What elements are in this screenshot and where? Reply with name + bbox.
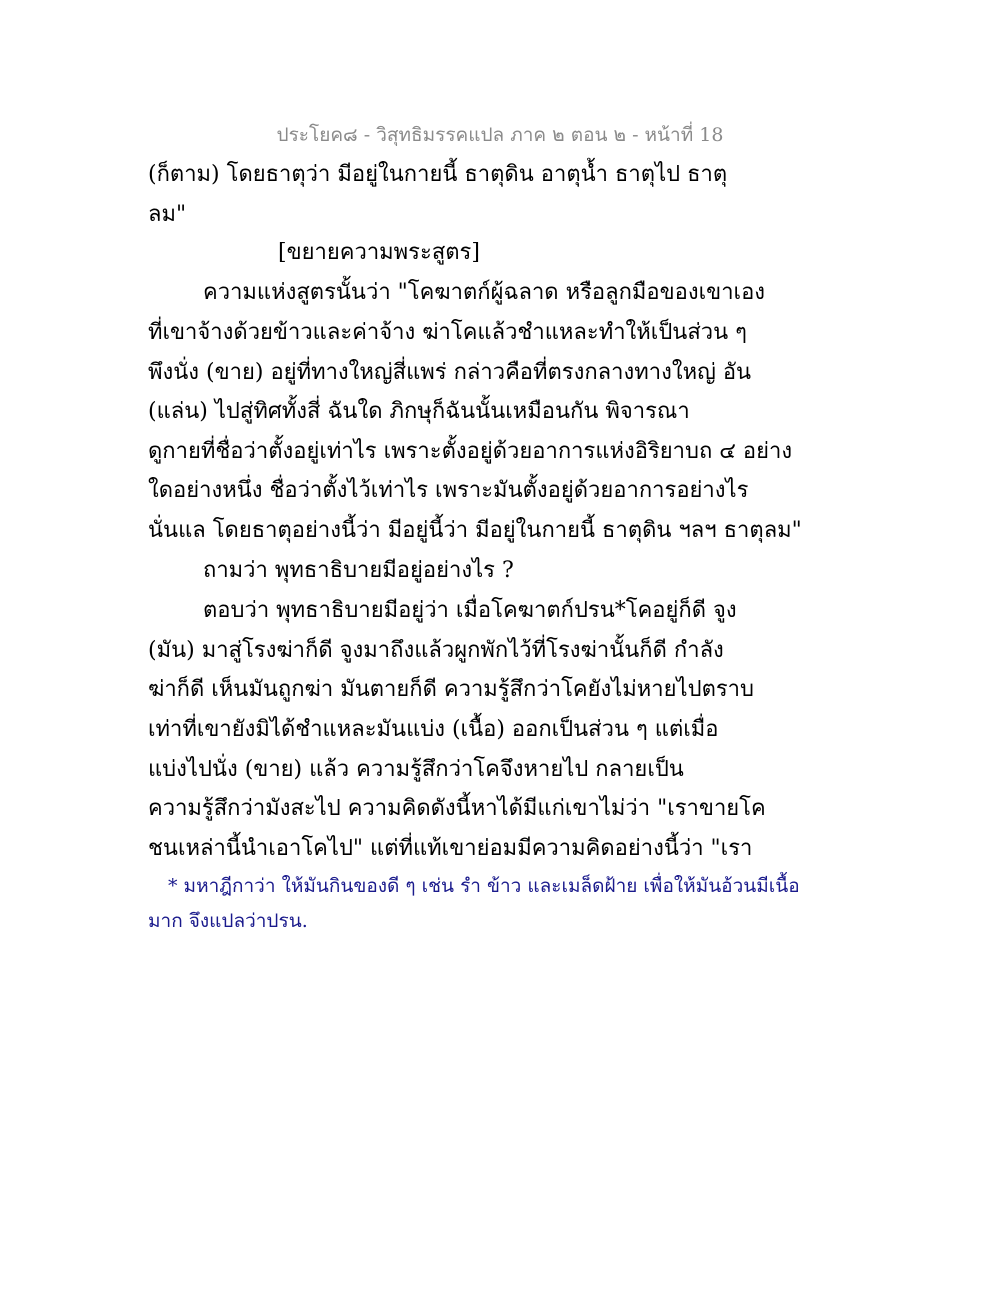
body-line: ชนเหล่านี้นำเอาโคไป" แต่ที่แท้เขาย่อมมีความคิดอย่างนี้ว่า "เรา: [148, 836, 753, 861]
body-line: ลม": [148, 202, 187, 227]
page-header: ประโยค๘ - วิสุทธิมรรคแปล ภาค ๒ ตอน ๒ - หน้าที่ 18: [276, 124, 724, 146]
body-line: เท่าที่เขายังมิได้ชำแหละมันแบ่ง (เนื้อ) ออกเป็นส่วน ๆ แต่เมื่อ: [148, 717, 719, 742]
section-heading: [ขยายความพระสูตร]: [278, 240, 480, 265]
body-line: (มัน) มาสู่โรงฆ่าก็ดี จูงมาถึงแล้วผูกพักไว้ที่โรงฆ่านั้นก็ดี กำลัง: [148, 638, 724, 663]
body-line: นั่นแล โดยธาตุอย่างนี้ว่า มีอยู่นี้ว่า มีอยู่ในกายนี้ ธาตุดิน ฯลฯ ธาตุลม": [148, 518, 802, 543]
body-line: ดูกายที่ชื่อว่าตั้งอยู่เท่าไร เพราะตั้งอยู่ด้วยอาการแห่งอิริยาบถ ๔ อย่าง: [148, 439, 793, 464]
body-line: ความรู้สึกว่ามังสะไป ความคิดดังนี้หาได้มีแก่เขาไม่ว่า "เราขายโค: [148, 796, 766, 821]
body-line: ตอบว่า พุทธาธิบายมีอยู่ว่า เมื่อโคฆาตก์ปรน*โคอยู่ก็ดี จูง: [203, 598, 737, 623]
body-line: (แล่น) ไปสู่ทิศทั้งสี่ ฉันใด ภิกษุก็ฉันนั้นเหมือนกัน พิจารณา: [148, 399, 690, 424]
footnote-line: * มหาฎีกาว่า ให้มันกินของดี ๆ เช่น รำ ข้าว และเมล็ดฝ้าย เพื่อให้มันอ้วนมีเนื้อ: [168, 875, 800, 897]
body-line: ที่เขาจ้างด้วยข้าวและค่าจ้าง ฆ่าโคแล้วชำแหละทำให้เป็นส่วน ๆ: [148, 320, 747, 345]
body-line: แบ่งไปนั่ง (ขาย) แล้ว ความรู้สึกว่าโคจึงหายไป กลายเป็น: [148, 757, 684, 782]
body-line: ใดอย่างหนึ่ง ชื่อว่าตั้งไว้เท่าไร เพราะมันตั้งอยู่ด้วยอาการอย่างไร: [148, 478, 749, 503]
body-line: (ก็ตาม) โดยธาตุว่า มีอยู่ในกายนี้ ธาตุดิน อาตุน้ำ ธาตุไป ธาตุ: [148, 162, 728, 187]
footnote-line: มาก จึงแปลว่าปรน.: [148, 910, 308, 932]
body-line: ฆ่าก็ดี เห็นมันถูกฆ่า มันตายก็ดี ความรู้สึกว่าโคยังไม่หายไปตราบ: [148, 677, 754, 702]
body-line: พึงนั่ง (ขาย) อยู่ที่ทางใหญ่สี่แพร่ กล่าวคือที่ตรงกลางทางใหญ่ อัน: [148, 360, 752, 385]
body-line: ความแห่งสูตรนั้นว่า "โคฆาตก์ผู้ฉลาด หรือลูกมือของเขาเอง: [203, 280, 766, 305]
body-line: ถามว่า พุทธาธิบายมีอยู่อย่างไร ?: [203, 558, 514, 583]
